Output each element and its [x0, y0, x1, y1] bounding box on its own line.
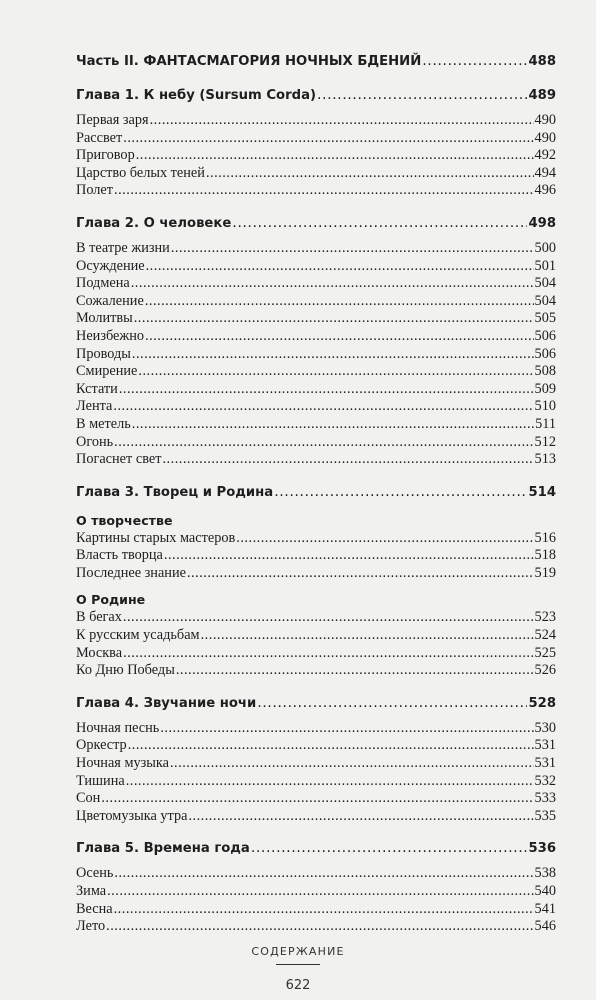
toc-entry-page: 506	[534, 327, 556, 344]
toc-entry	[76, 275, 556, 293]
toc-leader-dots	[232, 212, 527, 234]
toc-entry-page: 510	[534, 398, 556, 415]
toc-entry-title: Сожаление	[76, 292, 144, 309]
toc-entry-page: 546	[534, 918, 556, 935]
toc-leader-dots	[176, 662, 534, 680]
toc-leader-dots	[101, 790, 533, 808]
toc-entry-title: В метель	[76, 415, 131, 432]
toc-entry-title: Последнее знание	[76, 564, 186, 581]
toc-chapter-title: Глава 5. Времена года	[76, 841, 250, 857]
toc-leader-dots	[206, 165, 534, 183]
toc-entry-page: 505	[534, 310, 556, 327]
toc-entry	[76, 240, 556, 258]
toc-leader-dots	[114, 434, 533, 452]
footer-rule	[276, 964, 320, 965]
toc-entry-title: Погаснет свет	[76, 451, 162, 468]
toc-leader-dots	[317, 84, 527, 106]
toc-leader-dots	[138, 363, 533, 381]
toc-leader-dots	[114, 182, 534, 200]
toc-entry-title: Первая заря	[76, 112, 149, 128]
toc-entry	[76, 363, 556, 381]
toc-entry-page: 523	[534, 609, 556, 626]
toc-leader-dots	[251, 837, 528, 859]
toc-entry	[76, 310, 556, 328]
toc-entry	[76, 627, 556, 645]
toc-leader-dots	[145, 328, 533, 346]
toc-part-title: Часть II. ФАНТАСМАГОРИЯ НОЧНЫХ БДЕНИЙ	[76, 54, 422, 69]
toc-leader-dots	[106, 918, 533, 936]
toc-entry	[76, 182, 556, 200]
toc-leader-dots	[422, 50, 527, 72]
toc-chapter-page: 536	[528, 841, 556, 857]
toc-leader-dots	[123, 609, 534, 627]
toc-entry-title: Ночная музыка	[76, 755, 169, 772]
toc-leader-dots	[128, 737, 534, 755]
toc-entry-title: Неизбежно	[76, 327, 145, 344]
toc-leader-dots	[146, 258, 534, 276]
toc-entry-title: Тишина	[76, 772, 125, 789]
toc-entry-list	[76, 112, 556, 200]
toc-entry-page: 519	[534, 564, 556, 581]
toc-entry-title: Рассвет	[76, 129, 123, 146]
toc-chapter-title: Глава 2. О человеке	[76, 215, 232, 231]
toc-entry-title: Сон	[76, 790, 101, 807]
toc-entry-title: Кстати	[76, 380, 118, 397]
toc-entry	[76, 737, 556, 755]
toc-entry	[76, 112, 556, 130]
toc-entry	[76, 755, 556, 773]
toc-entry-list	[76, 865, 556, 935]
toc-entry-title: Царство белых теней	[76, 164, 205, 181]
toc-leader-dots	[145, 293, 534, 311]
toc-entry	[76, 901, 556, 919]
toc-entry-page: 531	[534, 737, 556, 754]
toc-entry-page: 504	[534, 275, 556, 292]
toc-subsection-heading	[76, 590, 556, 609]
toc-entry	[76, 293, 556, 311]
toc-entry	[76, 609, 556, 627]
toc-leader-dots	[132, 346, 534, 364]
toc-entry-title: В театре жизни	[76, 239, 170, 256]
toc-entry	[76, 398, 556, 416]
toc-subsection-title: О творчестве	[76, 512, 173, 528]
toc-entry	[76, 773, 556, 791]
toc-entry-title: Зима	[76, 883, 107, 899]
toc-entry	[76, 451, 556, 469]
toc-entry-page: 492	[534, 147, 556, 164]
toc-entry-page: 506	[534, 345, 556, 362]
toc-entry	[76, 865, 556, 883]
toc-entry-page: 501	[534, 257, 556, 274]
toc-entry	[76, 645, 556, 663]
toc-entry-title: Картины старых мастеров	[76, 529, 236, 546]
toc-chapter-page: 498	[528, 215, 556, 231]
toc-entry	[76, 381, 556, 399]
toc-entry-list	[76, 240, 556, 469]
toc-entry-title: Власть творца	[76, 547, 163, 564]
toc-leader-dots	[107, 883, 533, 901]
toc-entry-page: 512	[534, 433, 556, 450]
toc-leader-dots	[201, 627, 534, 645]
toc-entry-title: В бегах	[76, 609, 122, 626]
toc-entry-page: 494	[534, 164, 556, 181]
toc-entry-page: 526	[534, 662, 556, 679]
toc-leader-dots	[123, 645, 533, 663]
toc-chapter-heading	[76, 692, 556, 714]
toc-entry-title: Осень	[76, 865, 114, 882]
toc-entry-title: Осуждение	[76, 257, 145, 274]
toc-entry-page: 516	[534, 529, 556, 546]
toc-entry-title: Лето	[76, 918, 106, 935]
toc-subsection-heading	[76, 511, 556, 530]
toc-entry-title: Лента	[76, 398, 113, 415]
toc-entry-list	[76, 720, 556, 826]
toc-leader-dots	[136, 147, 534, 165]
toc-leader-dots	[126, 773, 534, 791]
toc-leader-dots	[257, 692, 527, 714]
toc-entry	[76, 530, 556, 548]
toc-leader-dots	[274, 481, 527, 503]
toc-leader-dots	[188, 808, 533, 826]
page-number: 622	[285, 978, 311, 993]
toc-entry-page: 525	[534, 644, 556, 661]
toc-entry-page: 540	[534, 883, 556, 899]
toc-entry	[76, 328, 556, 346]
toc-chapter-page: 528	[528, 695, 556, 711]
toc-entry-page: 504	[534, 292, 556, 309]
toc-entry	[76, 918, 556, 936]
toc-entry	[76, 346, 556, 364]
toc-part-page: 488	[528, 54, 556, 69]
toc-chapter-heading	[76, 837, 556, 859]
toc-entry-page: 538	[534, 865, 556, 882]
toc-entry-title: Ночная песнь	[76, 719, 160, 736]
toc-entry	[76, 416, 556, 434]
toc-chapter-page: 514	[528, 484, 556, 500]
toc-entry-title: Огонь	[76, 433, 114, 450]
toc-entry-title: Весна	[76, 900, 113, 917]
toc-leader-dots	[160, 720, 533, 738]
toc-entry-page: 518	[534, 547, 556, 564]
toc-chapter-title: Глава 3. Творец и Родина	[76, 484, 274, 500]
toc-entry	[76, 165, 556, 183]
toc-leader-dots	[132, 416, 534, 434]
toc-entry-page: 490	[534, 129, 556, 146]
toc-entry-title: Проводы	[76, 345, 131, 362]
toc-entry-title: Полет	[76, 182, 114, 199]
toc-leader-dots	[171, 240, 534, 258]
toc-entry	[76, 662, 556, 680]
toc-entry-page: 531	[534, 755, 556, 772]
toc-entry-page: 513	[534, 451, 556, 468]
toc-entry-page: 533	[534, 790, 556, 807]
toc-leader-dots	[119, 381, 534, 399]
toc-entry-title: Цветомузыка утра	[76, 807, 188, 824]
toc-entry	[76, 258, 556, 276]
toc-subsection-title: О Родине	[76, 592, 146, 608]
toc-entry	[76, 720, 556, 738]
toc-entry-page: 511	[535, 415, 556, 432]
toc-entry-title: Приговор	[76, 147, 135, 164]
toc-entry-title: Москва	[76, 644, 123, 661]
toc-entry-list	[76, 530, 556, 583]
toc-leader-dots	[236, 530, 533, 548]
running-footer-label: СОДЕРЖАНИЕ	[251, 945, 345, 958]
toc-entry-page: 509	[534, 380, 556, 397]
toc-entry-page: 535	[534, 807, 556, 824]
toc-entry-title: Смирение	[76, 363, 138, 380]
toc-entry-page: 496	[534, 182, 556, 199]
toc-entry-title: Ко Дню Победы	[76, 662, 175, 679]
toc-entry-page: 490	[534, 112, 556, 128]
toc-chapter-page: 489	[528, 88, 556, 103]
toc-entry-page: 524	[534, 627, 556, 644]
toc-chapter-heading	[76, 481, 556, 503]
toc-leader-dots	[170, 755, 534, 773]
toc-leader-dots	[123, 130, 533, 148]
toc-chapter-heading	[76, 212, 556, 234]
toc-entry-page: 532	[534, 772, 556, 789]
toc-leader-dots	[134, 310, 534, 328]
toc-chapter-title: Глава 4. Звучание ночи	[76, 695, 257, 711]
toc-leader-dots	[114, 901, 534, 919]
toc-leader-dots	[164, 547, 534, 565]
toc-leader-dots	[114, 865, 533, 883]
toc-leader-dots	[162, 451, 533, 469]
toc-entry-page: 530	[534, 719, 556, 736]
toc-leader-dots	[113, 398, 533, 416]
toc-entry-page: 508	[534, 363, 556, 380]
toc-entry	[76, 790, 556, 808]
toc-chapter-title: Глава 1. К небу (Sursum Corda)	[76, 88, 316, 103]
toc-entry	[76, 883, 556, 901]
toc-entry-page: 541	[534, 900, 556, 917]
toc-entry	[76, 434, 556, 452]
toc-leader-dots	[150, 112, 534, 130]
toc-entry-title: Подмена	[76, 275, 130, 292]
toc-entry-list	[76, 609, 556, 679]
toc-entry	[76, 547, 556, 565]
toc-leader-dots	[131, 275, 534, 293]
toc-entry	[76, 808, 556, 826]
toc-entry-page: 500	[534, 239, 556, 256]
toc-entry	[76, 147, 556, 165]
toc-entry	[76, 130, 556, 148]
toc-entry	[76, 565, 556, 583]
toc-entry-title: Оркестр	[76, 737, 127, 754]
toc-entry-title: Молитвы	[76, 310, 133, 327]
toc-leader-dots	[187, 565, 534, 583]
toc-chapter-heading	[76, 84, 556, 106]
toc-entry-title: К русским усадьбам	[76, 627, 200, 644]
table-of-contents	[76, 50, 556, 936]
toc-part-heading	[76, 50, 556, 72]
